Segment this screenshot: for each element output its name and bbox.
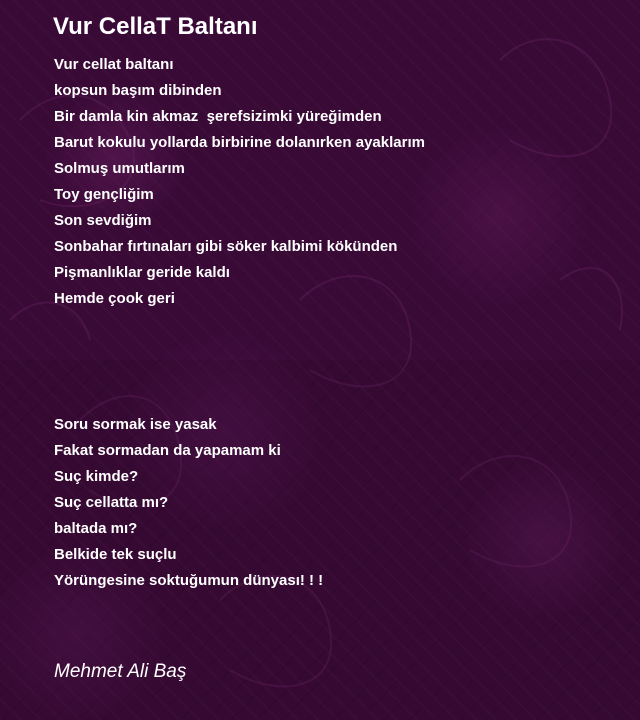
poem-line: baltada mı? [54, 520, 138, 537]
poem-line: Hemde çook geri [54, 290, 175, 307]
poem-line: Soru sormak ise yasak [54, 416, 217, 433]
poem-line: Son sevdiğim [54, 212, 152, 229]
poem-line: Fakat sormadan da yapamam ki [54, 442, 281, 459]
poem-line: Pişmanlıklar geride kaldı [54, 264, 230, 281]
poem-line: Barut kokulu yollarda birbirine dolanırken ayaklarım [54, 134, 425, 151]
poem-author: Mehmet Ali Baş [54, 661, 187, 682]
poem-line: Bir damla kin akmaz şerefsizimki yüreğimden [54, 108, 382, 125]
poem-title: Vur CellaT Baltanı [53, 13, 258, 40]
poem-stanza-1 [54, 52, 425, 312]
poem-line: Toy gençliğim [54, 186, 154, 203]
poem-line: Suç cellatta mı? [54, 494, 169, 511]
poem-line: kopsun başım dibinden [54, 82, 222, 99]
poem-line: Vur cellat baltanı [54, 56, 174, 73]
poem-stanza-2 [54, 412, 323, 594]
poem-line: Solmuş umutlarım [54, 160, 185, 177]
poem-line: Sonbahar fırtınaları gibi söker kalbimi kökünden [54, 238, 398, 255]
poem-line: Yörüngesine soktuğumun dünyası! ! ! [54, 572, 324, 589]
poem-line: Belkide tek suçlu [54, 546, 177, 563]
poem-line: Suç kimde? [54, 468, 139, 485]
